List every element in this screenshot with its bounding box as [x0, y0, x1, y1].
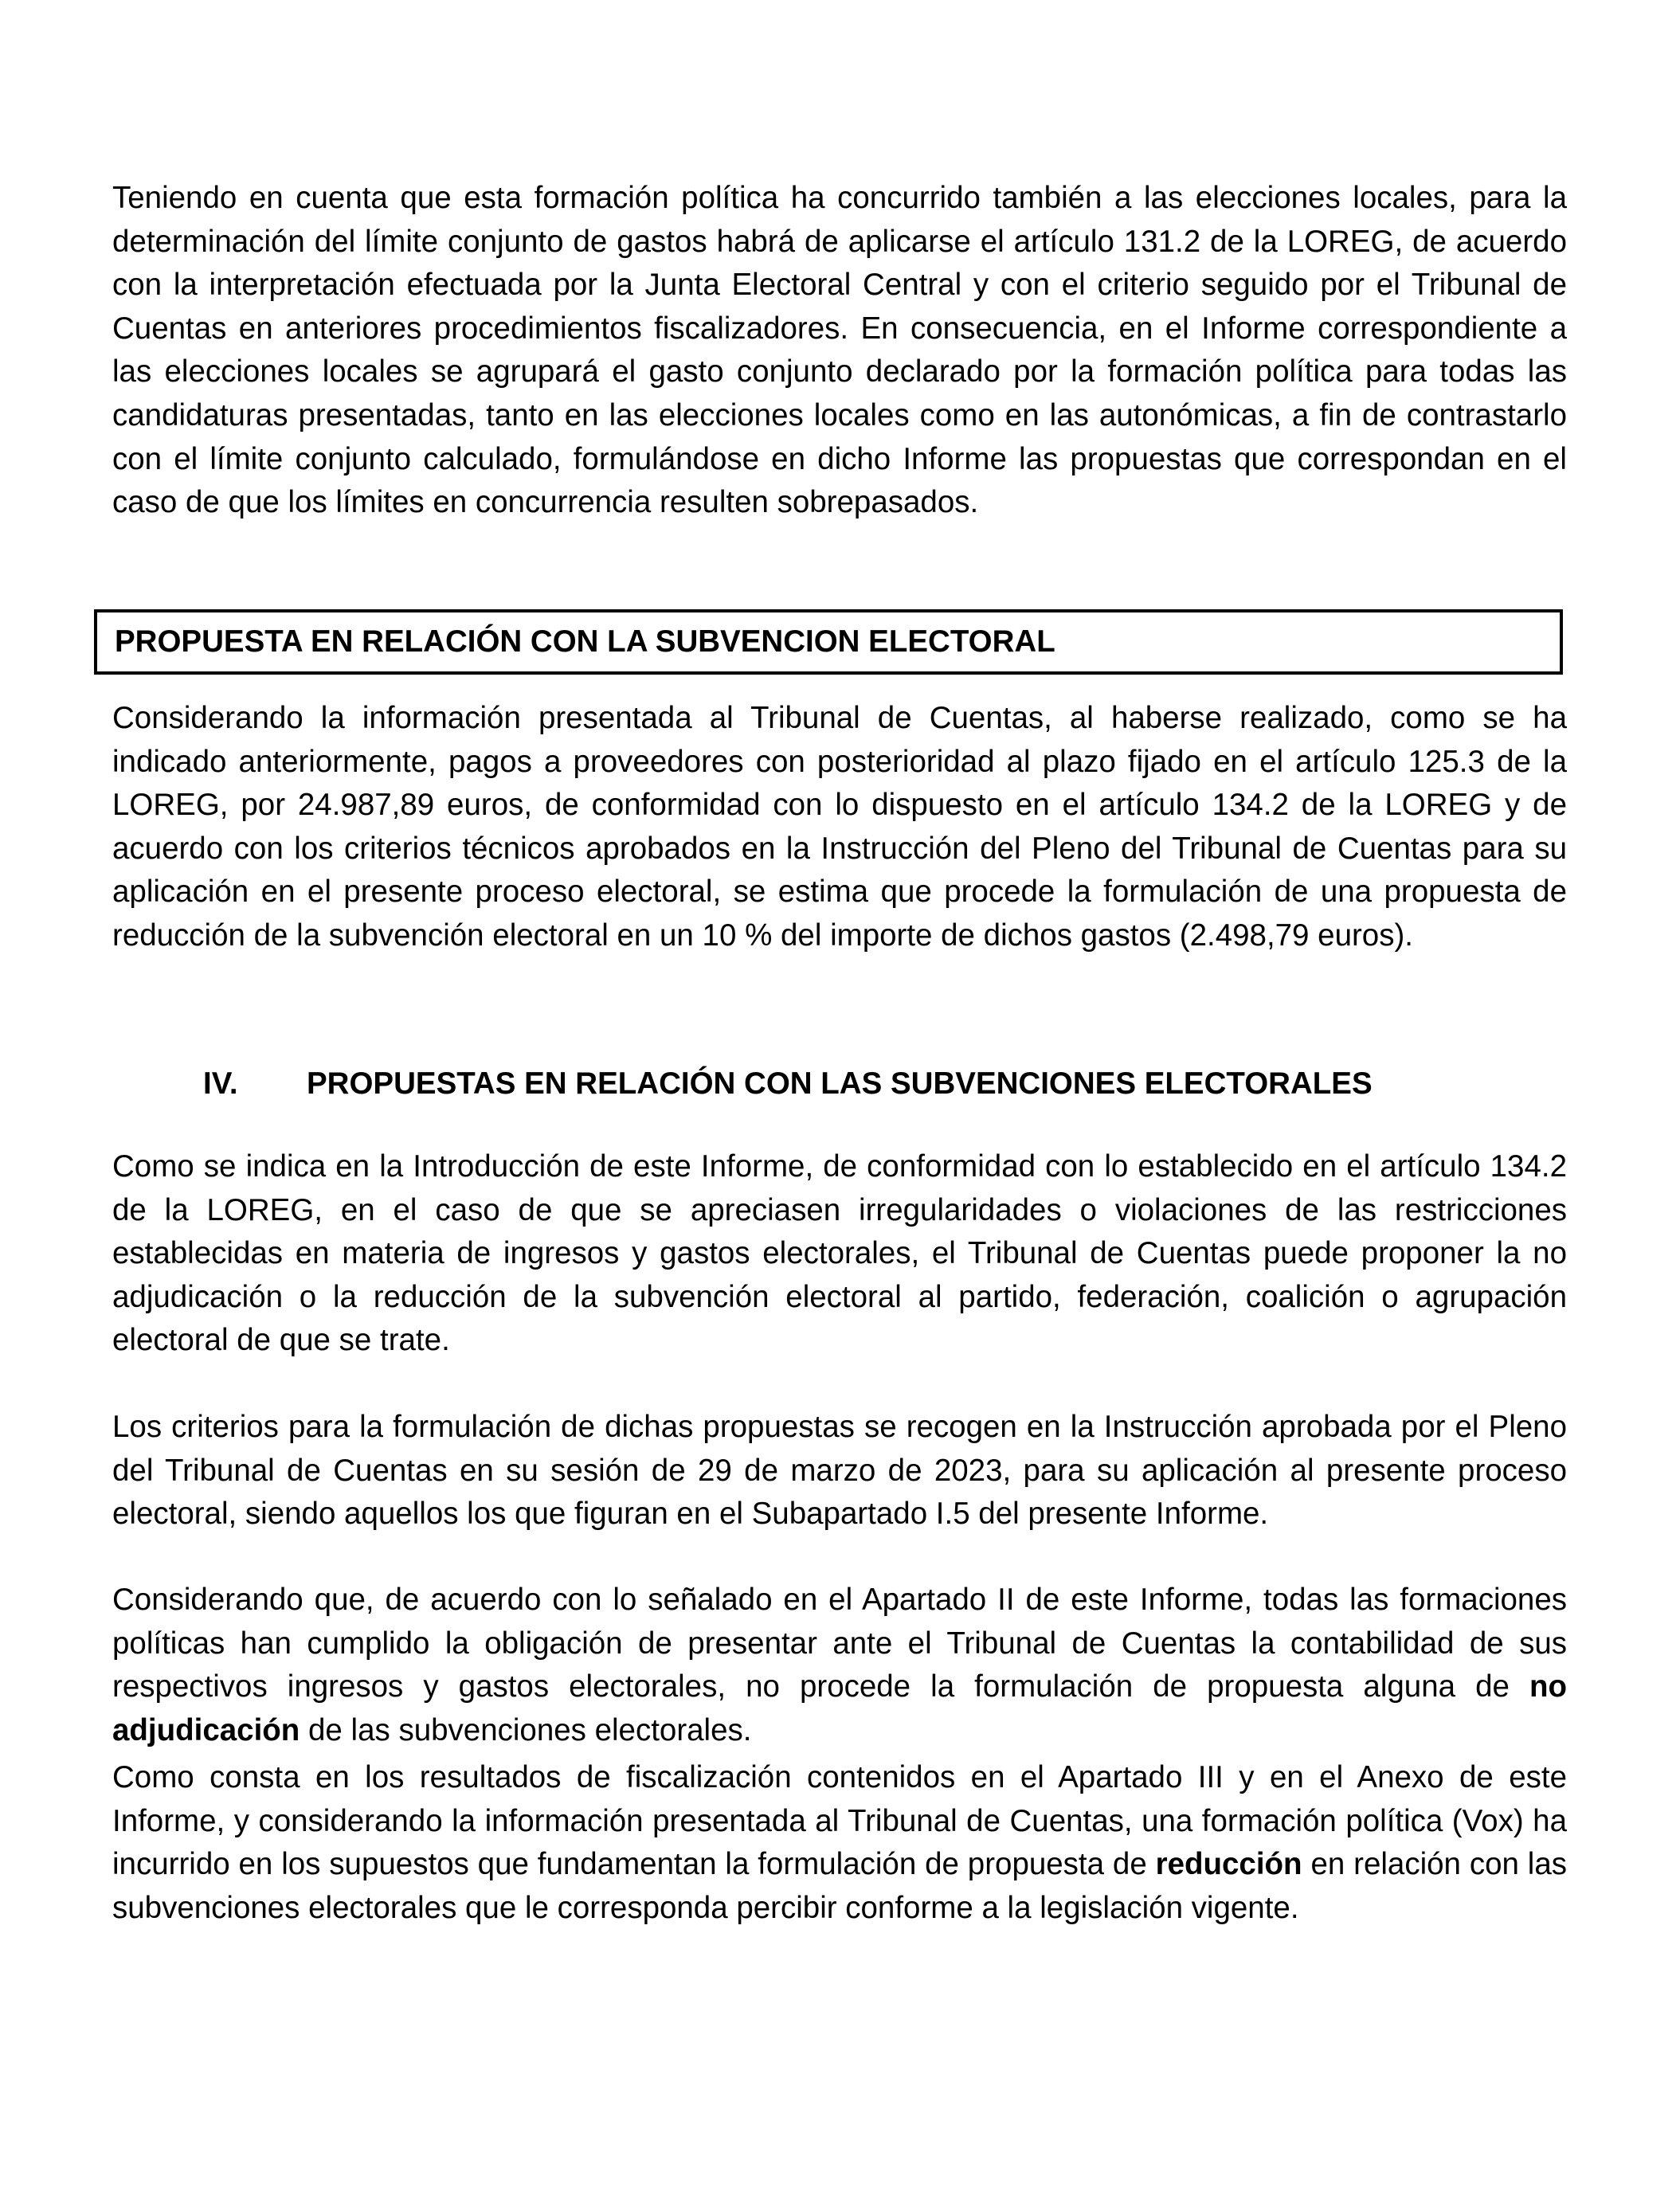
- paragraph-6-text-before: Como consta en los resultados de fiscalización contenidos en el Apartado III y en el Anexo de este Informe, y considerando la información presentada al Tribunal de Cuentas, una formación política (Vox) ha incurrido en los supuestos que fundamentan la formulación de propuesta de: [112, 1760, 1567, 1882]
- boxed-heading-text: PROPUESTA EN RELACIÓN CON LA SUBVENCION ELECTORAL: [115, 624, 1055, 659]
- paragraph-propuesta-reduccion: Considerando la información presentada al Tribunal de Cuentas, al haberse realizado, como se ha indicado anteriormente, pagos a proveedores con posterioridad al plazo fijado en el artículo 125.3 de la LOREG, por 24.987,89 euros, de conformidad con lo dispuesto en el artículo 134.2 de la LOREG y de acuerdo con los criterios técnicos aprobados en la Instrucción del Pleno del Tribunal de Cuentas para su aplicación en el presente proceso electoral, se estima que procede la formulación de una propuesta de reducción de la subvención electoral en un 10 % del importe de dichos gastos (2.498,79 euros).: [112, 701, 1567, 953]
- section-title: PROPUESTAS EN RELACIÓN CON LAS SUBVENCIONES ELECTORALES: [307, 1066, 1373, 1101]
- paragraph-6-text-after: en relación con las subvenciones electorales que le corresponda percibir conforme a la legislación vigente.: [112, 1847, 1567, 1925]
- section-number: IV.: [203, 1066, 238, 1101]
- paragraph-no-adjudicacion: [112, 1579, 1567, 1752]
- paragraph-criterios: Los criterios para la formulación de dichas propuestas se recogen en la Instrucción aprobada por el Pleno del Tribunal de Cuentas en su sesión de 29 de marzo de 2023, para su aplicación al presente proceso electoral, siendo aquellos los que figuran en el Subapartado I.5 del presente Informe.: [112, 1410, 1567, 1532]
- paragraph-limite-conjunto: Teniendo en cuenta que esta formación política ha concurrido también a las elecciones locales, para la determinación del límite conjunto de gastos habrá de aplicarse el artículo 131.2 de la LOREG, de acuerdo con la interpretación efectuada por la Junta Electoral Central y con el criterio seguido por el Tribunal de Cuentas en anteriores procedimientos fiscalizadores. En consecuencia, en el Informe correspondiente a las elecciones locales se agrupará el gasto conjunto declarado por la formación política para todas las candidaturas presentadas, tanto en las elecciones locales como en las autonómicas, a fin de contrastarlo con el límite conjunto calculado, formulándose en dicho Informe las propuestas que correspondan en el caso de que los límites en concurrencia resulten sobrepasados.: [112, 181, 1567, 520]
- paragraph-reduccion: [112, 1756, 1567, 1930]
- paragraph-5-text-after: de las subvenciones electorales.: [300, 1712, 752, 1747]
- section-heading-iv: [203, 1062, 1373, 1106]
- document-page: [112, 177, 1567, 1925]
- paragraph-5-text-before: Considerando que, de acuerdo con lo señalado en el Apartado II de este Informe, todas las formaciones políticas han cumplido la obligación de presentar ante el Tribunal de Cuentas la contabilidad de sus respectivos ingresos y gastos electorales, no procede la formulación de propuesta alguna de: [112, 1583, 1567, 1704]
- bold-no-adjudicacion: no adjudicación: [112, 1669, 1567, 1747]
- boxed-heading-propuesta-subvencion: [94, 609, 1563, 675]
- paragraph-introduccion: Como se indica en la Introducción de este Informe, de conformidad con lo establecido en el artículo 134.2 de la LOREG, en el caso de que se apreciasen irregularidades o violaciones de las restricciones establecidas en materia de ingresos y gastos electorales, el Tribunal de Cuentas puede proponer la no adjudicación o la reducción de la subvención electoral al partido, federación, coalición o agrupación electoral de que se trate.: [112, 1149, 1567, 1358]
- bold-reduccion: reducción: [1155, 1847, 1302, 1882]
